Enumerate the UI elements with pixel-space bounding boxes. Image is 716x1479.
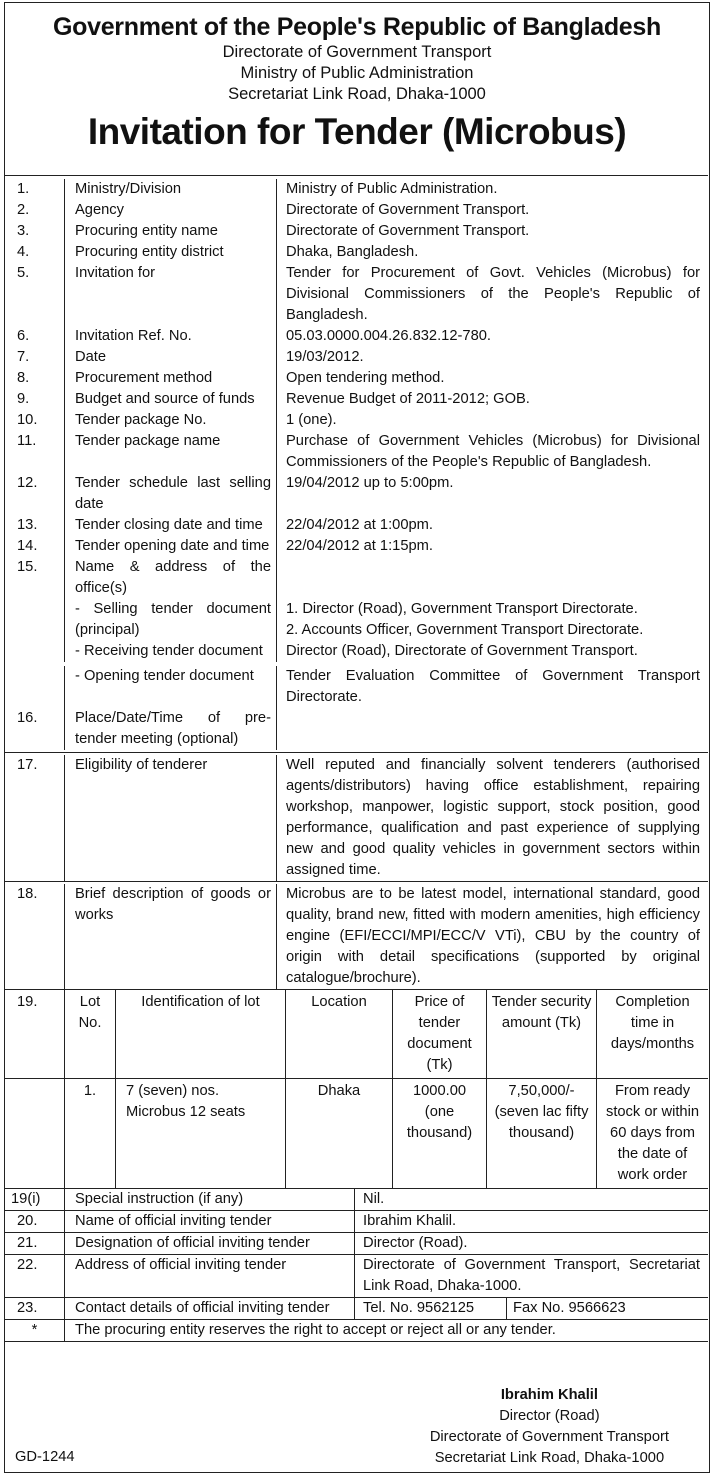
table-row xyxy=(5,641,708,662)
item-label: Brief description of goods or works xyxy=(65,884,277,989)
item-value: Ministry of Public Administration. xyxy=(286,181,498,197)
note-mark: * xyxy=(5,1320,65,1341)
tender-notice xyxy=(4,2,710,1473)
lot-table-row xyxy=(5,1078,708,1188)
item-no: 4. xyxy=(5,242,65,263)
table-row xyxy=(5,175,708,200)
table-row xyxy=(5,389,708,410)
table-row xyxy=(5,347,708,368)
table-row xyxy=(5,1188,708,1210)
table-row xyxy=(5,662,708,708)
item-label: Tender package name xyxy=(65,431,277,473)
item-value: Open tendering method. xyxy=(286,370,445,386)
contact-tel: Tel. No. 9562125 xyxy=(363,1298,507,1319)
government-title: Government of the People's Republic of Bangladesh xyxy=(52,13,661,41)
table-row xyxy=(5,1232,708,1254)
item-value: Dhaka, Bangladesh. xyxy=(286,244,419,260)
item-value: Ibrahim Khalil. xyxy=(363,1213,457,1229)
item-label: Tender schedule last selling date xyxy=(65,473,277,515)
item-no: 21. xyxy=(5,1233,65,1254)
signature-block xyxy=(430,1385,669,1469)
item-no: 6. xyxy=(5,326,65,347)
item-no: 22. xyxy=(5,1255,65,1297)
item-value: Directorate of Government Transport. xyxy=(286,223,530,239)
item-no: 5. xyxy=(5,263,65,326)
table-row xyxy=(5,1297,708,1319)
signatory-office: Directorate of Government Transport xyxy=(429,1429,669,1445)
office-opening-value: Tender Evaluation Committee of Government Transport Directorate. xyxy=(286,668,700,705)
ministry-name: Ministry of Public Administration xyxy=(240,64,474,82)
tender-table xyxy=(5,175,708,1342)
directorate-name: Directorate of Government Transport xyxy=(222,43,492,61)
item-no: 18. xyxy=(5,884,65,989)
item-no-blank xyxy=(5,599,65,641)
item-value: 22/04/2012 at 1:00pm. xyxy=(286,517,433,533)
item-label: Procuring entity name xyxy=(65,221,277,242)
item-value: 1 (one). xyxy=(286,412,337,428)
lot-blank xyxy=(5,1079,65,1188)
table-row xyxy=(5,1254,708,1297)
item-value xyxy=(277,708,708,750)
signatory-address: Secretariat Link Road, Dhaka-1000 xyxy=(434,1450,665,1466)
item-no-blank xyxy=(5,641,65,662)
item-no: 1. xyxy=(5,179,65,200)
lot-number: 1. xyxy=(65,1079,116,1188)
notice-code: GD-1244 xyxy=(15,1449,75,1465)
office-selling-line: 2. Accounts Officer, Government Transport Directorate. xyxy=(286,622,644,638)
table-row xyxy=(5,536,708,557)
item-no: 11. xyxy=(5,431,65,473)
item-label: Invitation for xyxy=(65,263,277,326)
office-receiving-value: Director (Road), Directorate of Government Transport. xyxy=(286,643,638,659)
table-row xyxy=(5,242,708,263)
item-label: Special instruction (if any) xyxy=(65,1189,355,1210)
office-selling-value xyxy=(277,599,708,641)
item-no: 10. xyxy=(5,410,65,431)
item-no: 13. xyxy=(5,515,65,536)
item-no: 20. xyxy=(5,1211,65,1232)
item-label: Place/Date/Time of pre-tender meeting (optional) xyxy=(65,708,277,750)
notice-title: Invitation for Tender (Microbus) xyxy=(87,111,627,152)
item-label: Tender opening date and time xyxy=(65,536,277,557)
item-value: Purchase of Government Vehicles (Microbus) for Divisional Commissioners of the People's Republic of Bangladesh. xyxy=(286,433,700,470)
office-opening-label: - Opening tender document xyxy=(65,666,277,708)
table-row xyxy=(5,708,708,752)
lot-table-header xyxy=(5,989,708,1078)
item-no: 15. xyxy=(5,557,65,599)
item-label: Name & address of the office(s) xyxy=(65,557,277,599)
lot-completion: From ready stock or within 60 days from the date of work order xyxy=(605,1083,700,1183)
lot-header: Price of tender document (Tk) xyxy=(393,990,487,1078)
item-no: 19(i) xyxy=(5,1189,65,1210)
item-label: Tender closing date and time xyxy=(65,515,277,536)
item-no: 23. xyxy=(5,1298,65,1319)
item-no: 7. xyxy=(5,347,65,368)
lot-header: Identification of lot xyxy=(116,990,286,1078)
item-label: Procuring entity district xyxy=(65,242,277,263)
item-value: Microbus are to be latest model, international standard, good quality, brand new, fitted with modern amenities, high efficiency engine (EFI/ECCI/MPI/ECC/V VTi), CBU by the country of origin with detail specifications (supported by original catalogue/brochure). xyxy=(286,886,700,986)
item-no: 8. xyxy=(5,368,65,389)
lot-header: Completion time in days/months xyxy=(610,994,695,1052)
lot-location: Dhaka xyxy=(286,1079,393,1188)
item-value: Nil. xyxy=(363,1191,385,1207)
lot-header: Lot No. xyxy=(65,990,116,1078)
table-row xyxy=(5,599,708,641)
item-value: Revenue Budget of 2011-2012; GOB. xyxy=(286,391,530,407)
table-row xyxy=(5,473,708,515)
item-label: Tender package No. xyxy=(65,410,277,431)
signatory-name: Ibrahim Khalil xyxy=(500,1387,598,1403)
table-row xyxy=(5,221,708,242)
item-label: Eligibility of tenderer xyxy=(65,755,277,881)
item-no: 19. xyxy=(5,990,65,1078)
item-value: 05.03.0000.004.26.832.12-780. xyxy=(286,328,491,344)
item-no-blank xyxy=(5,666,65,708)
item-value: Well reputed and financially solvent tenderers (authorised agents/distributors) having office establishment, repairing workshop, manpower, logistic support, stock position, good performance, qualification and past experience of supplying new and good quality vehicles in government sectors within assigned time. xyxy=(286,757,700,878)
item-value: 22/04/2012 at 1:15pm. xyxy=(286,538,433,554)
item-no: 17. xyxy=(5,755,65,881)
table-row xyxy=(5,431,708,473)
item-label: Contact details of official inviting tender xyxy=(65,1298,355,1319)
table-row xyxy=(5,263,708,326)
header-address: Secretariat Link Road, Dhaka-1000 xyxy=(228,85,486,103)
item-no: 2. xyxy=(5,200,65,221)
item-label: Address of official inviting tender xyxy=(65,1255,355,1297)
item-value: 19/04/2012 up to 5:00pm. xyxy=(286,475,454,491)
item-value: Directorate of Government Transport. xyxy=(286,202,530,218)
office-selling-label: - Selling tender document (principal) xyxy=(65,599,277,641)
item-no: 12. xyxy=(5,473,65,515)
table-row xyxy=(5,881,708,989)
table-row xyxy=(5,410,708,431)
notice-header xyxy=(5,13,709,153)
item-value: Directorate of Government Transport, Secretariat Link Road, Dhaka-1000. xyxy=(363,1257,700,1294)
table-row xyxy=(5,326,708,347)
item-label: Agency xyxy=(65,200,277,221)
item-value: Director (Road). xyxy=(363,1235,468,1251)
table-row xyxy=(5,368,708,389)
office-receiving-label: - Receiving tender document xyxy=(65,641,277,662)
lot-identification: 7 (seven) nos. Microbus 12 seats xyxy=(116,1079,286,1188)
lot-header: Location xyxy=(286,990,393,1078)
item-label: Budget and source of funds xyxy=(65,389,277,410)
item-no: 16. xyxy=(5,708,65,750)
signatory-designation: Director (Road) xyxy=(499,1408,600,1424)
lot-security: 7,50,000/- (seven lac fifty thousand) xyxy=(487,1079,597,1188)
table-row xyxy=(5,557,708,599)
item-no: 9. xyxy=(5,389,65,410)
item-label: Date xyxy=(65,347,277,368)
table-row xyxy=(5,1319,708,1342)
item-label: Name of official inviting tender xyxy=(65,1211,355,1232)
lot-header: Tender security amount (Tk) xyxy=(487,990,597,1078)
item-label: Ministry/Division xyxy=(65,179,277,200)
item-value: 19/03/2012. xyxy=(286,349,364,365)
item-label: Procurement method xyxy=(65,368,277,389)
item-value: Tender for Procurement of Govt. Vehicles (Microbus) for Divisional Commissioners of the People's Republic of Bangladesh. xyxy=(286,265,700,323)
item-no: 14. xyxy=(5,536,65,557)
contact-fax: Fax No. 9566623 xyxy=(513,1300,626,1316)
item-no: 3. xyxy=(5,221,65,242)
office-selling-line: 1. Director (Road), Government Transport Directorate. xyxy=(286,601,638,617)
item-value xyxy=(277,557,708,599)
item-label: Invitation Ref. No. xyxy=(65,326,277,347)
item-label: Designation of official inviting tender xyxy=(65,1233,355,1254)
table-row xyxy=(5,515,708,536)
table-row xyxy=(5,200,708,221)
contact-details xyxy=(355,1298,708,1319)
table-row xyxy=(5,1210,708,1232)
table-row xyxy=(5,752,708,881)
note-text: The procuring entity reserves the right to accept or reject all or any tender. xyxy=(75,1322,556,1338)
lot-price: 1000.00 (one thousand) xyxy=(393,1079,487,1188)
